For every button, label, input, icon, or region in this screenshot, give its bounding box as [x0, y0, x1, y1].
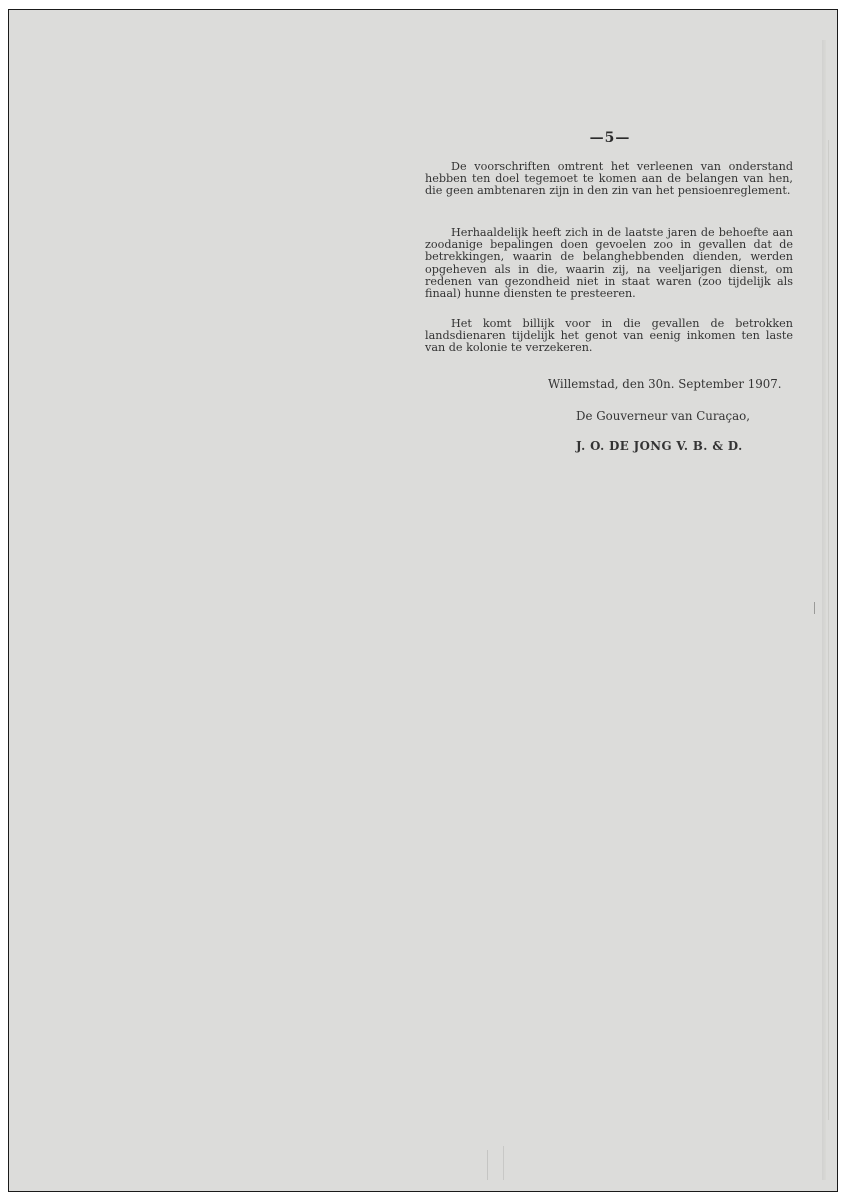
paper-fold-line	[828, 140, 829, 1120]
page-number: —5—	[589, 130, 631, 146]
signature-title: De Gouverneur van Curaçao,	[576, 409, 750, 423]
paragraph-3: Het komt billijk voor in die gevallen de betrokken landsdienaren tijdelijk het genot van eenig inkomen ten laste van de kolonie te verzekeren.	[425, 317, 793, 355]
page-edge-shadow	[822, 40, 826, 1180]
paragraph-1: De voorschriften omtrent het verleenen van onderstand hebben ten doel tegemoet te komen aan de belangen van hen, die geen ambtenaren zijn in den zin van het pensioenreglement.	[425, 160, 793, 198]
faint-bleed-mark	[503, 1146, 504, 1180]
signature-place-date: Willemstad, den 30n. September 1907.	[548, 377, 782, 391]
paragraph-2: Herhaaldelijk heeft zich in de laatste jaren de behoefte aan zoodanige bepalingen doen gevoelen zoo in gevallen dat de betrekkingen, waarin de belanghebbenden dienden, werden opgeheven als in die, waarin zij, na veeljarigen dienst, om redenen van gezondheid niet in staat waren (zoo tijdelijk als finaal) hunne diensten te presteeren.	[425, 226, 793, 301]
faint-bleed-mark	[487, 1150, 488, 1180]
paper-mark	[814, 602, 815, 614]
signature-name: J. O. DE JONG V. B. & D.	[576, 439, 743, 453]
